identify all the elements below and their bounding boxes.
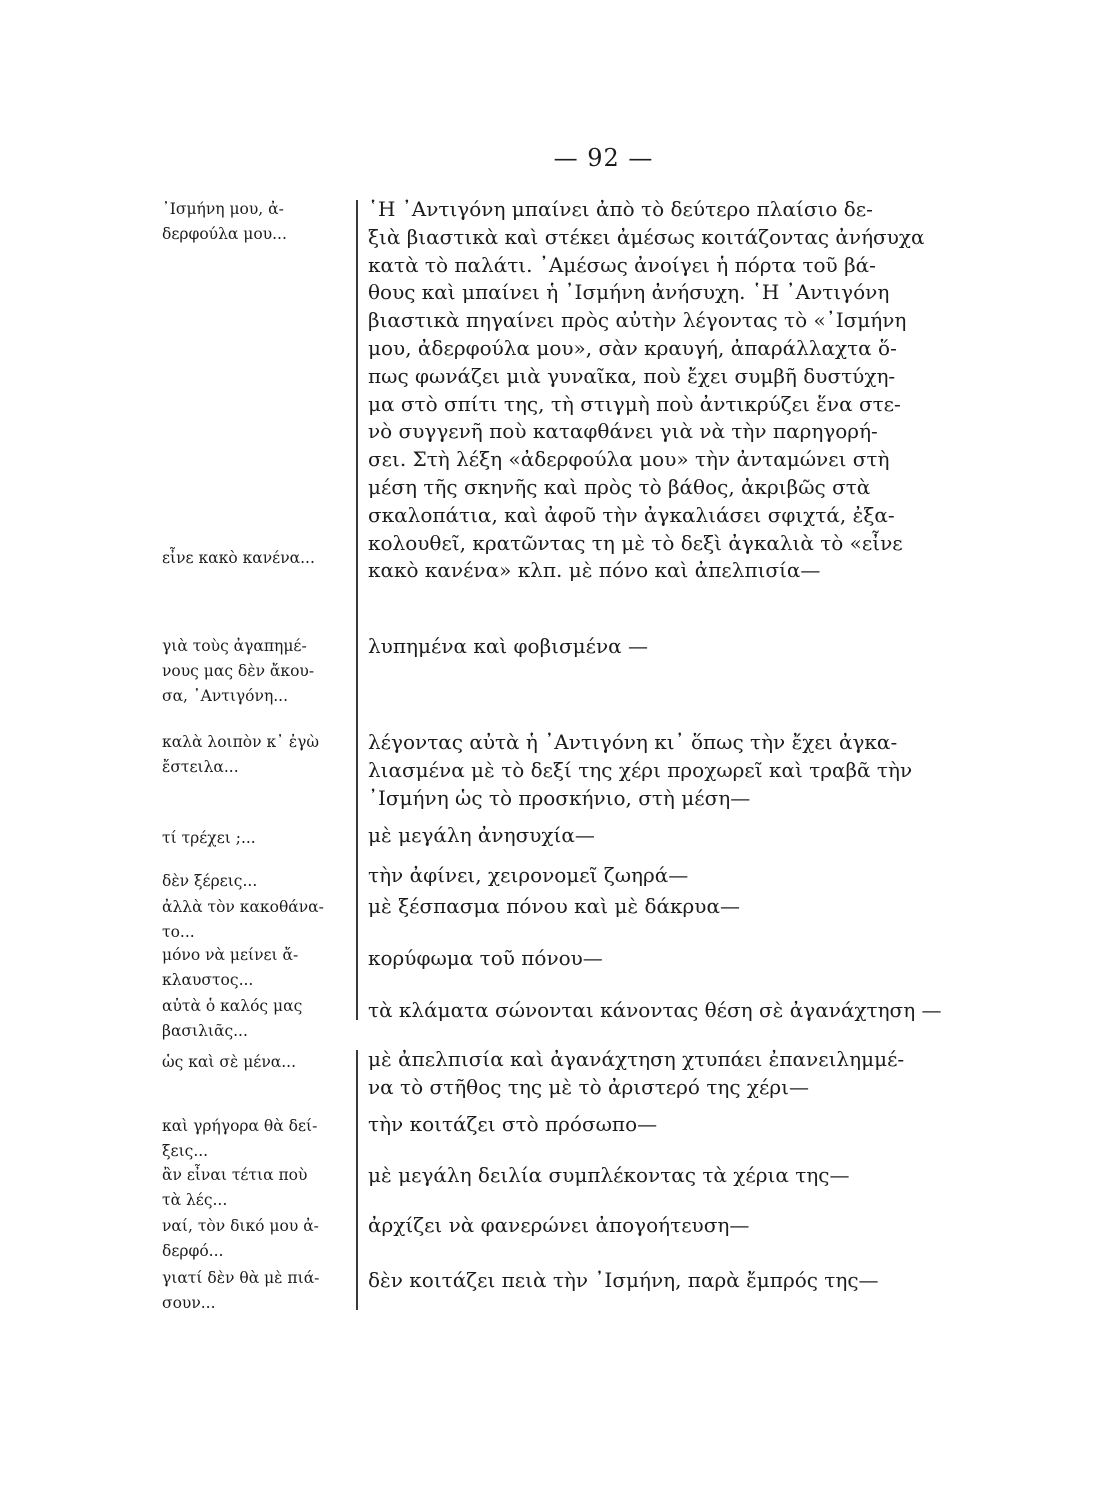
- stage-direction: λυπημένα καὶ φοβισμένα —: [368, 634, 649, 658]
- margin-note: καὶ γρήγορα θὰ δεί- ξεις...: [162, 1117, 318, 1160]
- stage-direction: λέγοντας αὐτὰ ἡ ᾿Αντιγόνη κι᾿ ὅπως τὴν ἔχει ἀγκα- λιασμένα μὲ τὸ δεξί της χέρι προχωρεῖ καὶ τραβᾶ τὴν ᾿Ισμήνη ὡς τὸ προσκήνιο, στὴ μέση—: [368, 730, 913, 810]
- stage-direction: τὴν κοιτάζει στὸ πρόσωπο—: [368, 1112, 658, 1136]
- stage-direction: μὲ μεγάλη ἀνησυχία—: [368, 823, 595, 847]
- margin-note: ἂν εἶναι τέτια ποὺ τὰ λές...: [162, 1166, 308, 1209]
- margin-note: ναί, τὸν δικό μου ἀ- δερφό...: [162, 1217, 319, 1260]
- margin-note: μόνο νὰ μείνει ἄ- κλαυστος...: [162, 946, 299, 989]
- stage-direction: ῾Η ᾿Αντιγόνη μπαίνει ἀπὸ τὸ δεύτερο πλαίσιο δε- ξιὰ βιαστικὰ καὶ στέκει ἀμέσως κοιτάζοντας ἀνήσυχα κατὰ τὸ παλάτι. ᾿Αμέσως ἀνοίγει ἡ πόρτα τοῦ βά- θους καὶ μπαίνει ἡ ᾿Ισμήνη ἀνήσυχη. ῾Η ᾿Αντιγόνη βιαστικὰ πηγαίνει πρὸς αὐτὴν λέγοντας τὸ «᾿Ισμήνη μου, ἀδερφούλα μου», σὰν κραυγή, ἀπαράλλαχτα ὅ- πως φωνάζει μιὰ γυναῖκα, ποὺ ἔχει συμβῆ δυστύχη- μα στὸ σπίτι της, τὴ στιγμὴ ποὺ ἀντικρύζει ἕνα στε- νὸ συγγενῆ ποὺ καταφθάνει γιὰ νὰ τὴν παρηγορή- σει. Στὴ λέξη «ἀδερφούλα μου» τὴν ἀνταμώνει στὴ μέση τῆς σκηνῆς καὶ πρὸς τὸ βάθος, ἀκριβῶς στὰ σκαλοπάτια, καὶ ἀφοῦ τὴν ἀγκαλιάσει σφιχτά, ἐξα- κολουθεῖ, κρατῶντας τη μὲ τὸ δεξὶ ἀγκαλιὰ τὸ «εἶνε κακὸ κανένα» κλπ. μὲ πόνο καὶ ἀπελπισία—: [368, 197, 925, 583]
- margin-note: γιὰ τοὺς ἀγαπημέ- νους μας δὲν ἄκου- σα, ᾿Αντιγόνη...: [162, 637, 315, 705]
- column-divider: [356, 200, 358, 1310]
- margin-note: εἶνε κακὸ κανένα...: [162, 549, 315, 567]
- stage-direction: μὲ μεγάλη δειλία συμπλέκοντας τὰ χέρια της—: [368, 1163, 850, 1187]
- margin-note: δὲν ξέρεις...: [162, 872, 258, 890]
- stage-direction: δὲν κοιτάζει πειὰ τὴν ᾿Ισμήνη, παρὰ ἔμπρός της—: [368, 1268, 879, 1292]
- margin-note: ᾿Ισμήνη μου, ἀ- δερφούλα μου...: [162, 200, 287, 243]
- column-divider-gap: [356, 1020, 358, 1050]
- stage-direction: τὴν ἀφίνει, χειρονομεῖ ζωηρά—: [368, 863, 689, 887]
- stage-direction: ἀρχίζει νὰ φανερώνει ἀπογοήτευση—: [368, 1213, 750, 1237]
- page-number: — 92 —: [553, 144, 654, 172]
- stage-direction: μὲ ξέσπασμα πόνου καὶ μὲ δάκρυα—: [368, 894, 740, 918]
- stage-direction: κορύφωμα τοῦ πόνου—: [368, 946, 603, 970]
- margin-note: τί τρέχει ;...: [162, 829, 256, 847]
- margin-note: αὐτὰ ὁ καλός μας βασιλιᾶς...: [162, 997, 303, 1040]
- margin-note: ἀλλὰ τὸν κακοθάνα- το...: [162, 898, 324, 941]
- margin-note: γιατί δὲν θὰ μὲ πιά- σουν...: [162, 1269, 320, 1312]
- margin-note: ὡς καὶ σὲ μένα...: [162, 1053, 297, 1071]
- stage-direction: τὰ κλάματα σώνονται κάνοντας θέση σὲ ἀγανάχτηση —: [368, 998, 942, 1022]
- stage-direction: μὲ ἀπελπισία καὶ ἀγανάχτηση χτυπάει ἐπανειλημμέ- να τὸ στῆθος της μὲ τὸ ἀριστερό της χέρι—: [368, 1047, 905, 1099]
- margin-note: καλὰ λοιπὸν κ᾿ ἐγὼ ἔστειλα...: [162, 733, 320, 776]
